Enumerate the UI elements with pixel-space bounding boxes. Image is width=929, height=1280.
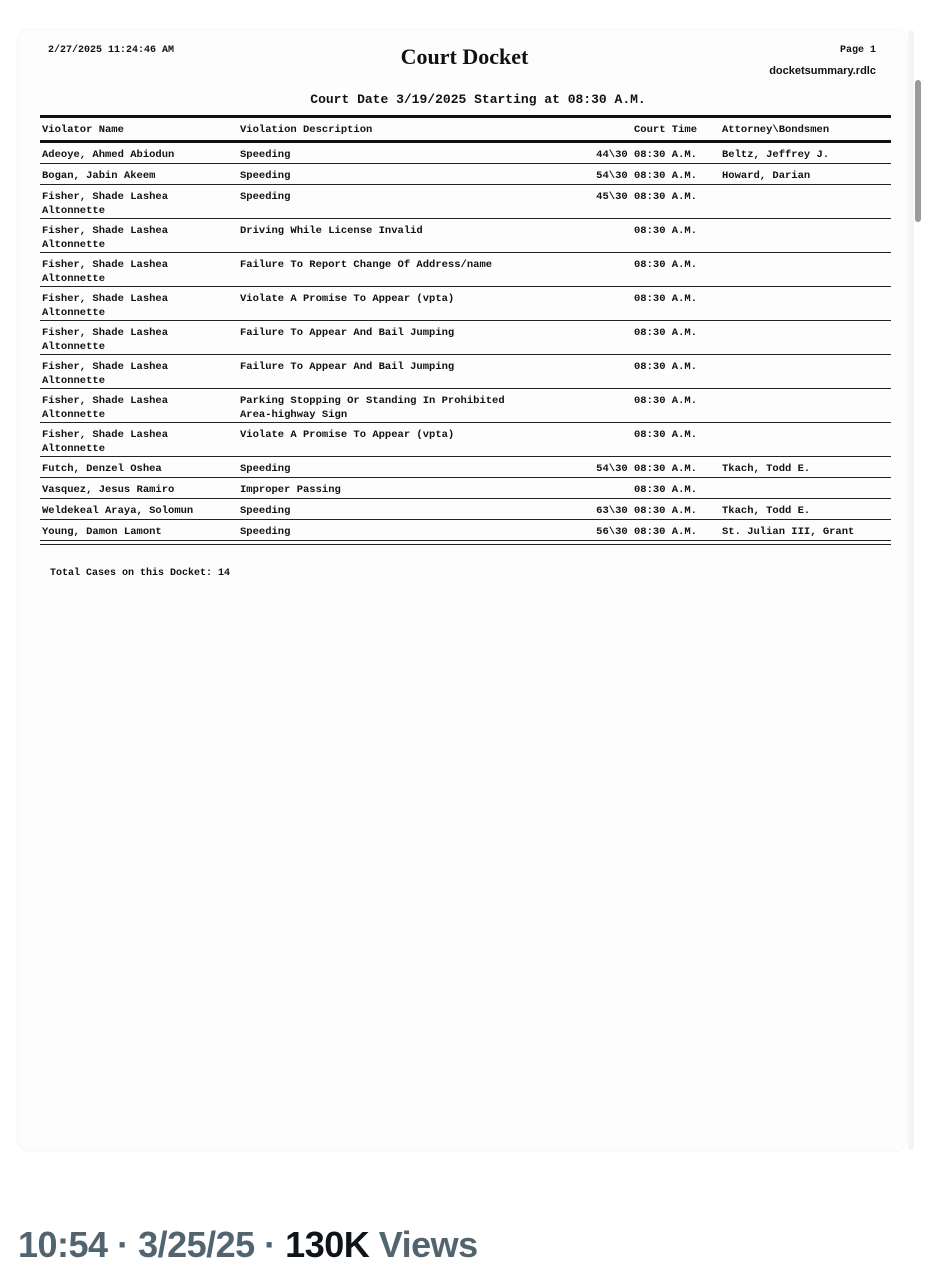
violation-description-cell: Improper Passing [240,484,341,496]
violator-name-cell: Futch, Denzel Oshea [42,463,162,475]
court-time-cell: 08:30 A.M. [633,429,697,441]
violator-name-cell: Fisher, Shade Lashea Altonnette [42,225,169,251]
page-title: Court Docket [400,44,529,69]
violator-name-cell: Fisher, Shade Lashea Altonnette [42,395,169,421]
court-time-cell: 54\30 08:30 A.M. [596,463,697,475]
table-row [40,457,891,477]
table-row [40,520,891,540]
table-row [40,423,891,456]
violator-name-cell: Adeoye, Ahmed Abiodun [42,149,175,161]
violation-description-cell: Parking Stopping Or Standing In Prohibited Area-highway Sign [240,395,505,421]
court-time-cell: 44\30 08:30 A.M. [596,149,697,161]
court-time-cell: 54\30 08:30 A.M. [596,170,697,182]
violator-name-cell: Fisher, Shade Lashea Altonnette [42,327,169,353]
attorney-cell: Tkach, Todd E. [722,463,811,475]
violator-name-cell: Vasquez, Jesus Ramiro [42,484,175,496]
table-row [40,287,891,320]
table-row [40,143,891,163]
table-end-rule [40,540,891,545]
violation-description-cell: Speeding [240,463,291,475]
violation-description-cell: Speeding [240,191,291,203]
violator-name-cell: Bogan, Jabin Akeem [42,170,156,182]
table-row [40,389,891,422]
table-row [40,355,891,388]
scrollbar-track[interactable] [908,30,914,1150]
violator-name-cell: Fisher, Shade Lashea Altonnette [42,293,169,319]
violator-name-cell: Fisher, Shade Lashea Altonnette [42,429,169,455]
court-time-cell: 08:30 A.M. [633,293,697,305]
court-time-cell: 08:30 A.M. [633,259,697,271]
court-time-cell: 56\30 08:30 A.M. [596,526,697,538]
court-time-cell: 08:30 A.M. [633,361,697,373]
header-court-time: Court Time [633,124,697,136]
violation-description-cell: Violate A Promise To Appear (vpta) [240,293,455,305]
total-cases: Total Cases on this Docket: 14 [50,568,231,579]
court-date-line: Court Date 3/19/2025 Starting at 08:30 A.M. [310,92,646,107]
violation-description-cell: Speeding [240,505,291,517]
violation-description-cell: Violate A Promise To Appear (vpta) [240,429,455,441]
violator-name-cell: Fisher, Shade Lashea Altonnette [42,191,169,217]
court-time-cell: 63\30 08:30 A.M. [596,505,697,517]
table-row [40,321,891,354]
violator-name-cell: Weldekeal Araya, Solomun [42,505,194,517]
views-label: Views [369,1224,478,1265]
attorney-cell: Beltz, Jeffrey J. [722,149,830,161]
table-row [40,253,891,286]
table-body [40,143,891,540]
court-time-cell: 08:30 A.M. [633,395,697,407]
post-meta [18,1224,478,1266]
docket-table [40,115,891,545]
violation-description-cell: Failure To Appear And Bail Jumping [240,361,455,373]
violation-description-cell: Speeding [240,526,291,538]
court-time-cell: 08:30 A.M. [633,484,697,496]
attorney-cell: Howard, Darian [722,170,811,182]
header-attorney: Attorney\Bondsmen [722,124,830,136]
violation-description-cell: Failure To Report Change Of Address/name [240,259,493,271]
header-violator-name: Violator Name [42,124,124,136]
attorney-cell: St. Julian III, Grant [722,526,855,538]
post-time-date[interactable]: 10:54 · 3/25/25 · [18,1224,286,1265]
header-violation-description: Violation Description [240,124,373,136]
violator-name-cell: Fisher, Shade Lashea Altonnette [42,361,169,387]
court-time-cell: 08:30 A.M. [633,225,697,237]
table-row [40,164,891,184]
violation-description-cell: Speeding [240,149,291,161]
violation-description-cell: Driving While License Invalid [240,225,423,237]
table-row [40,499,891,519]
table-row [40,185,891,218]
violation-description-cell: Failure To Appear And Bail Jumping [240,327,455,339]
table-header-row [40,118,891,140]
violator-name-cell: Young, Damon Lamont [42,526,162,538]
report-filename: docketsummary.rdlc [769,65,876,77]
court-time-cell: 45\30 08:30 A.M. [596,191,697,203]
table-row [40,478,891,498]
report-timestamp: 2/27/2025 11:24:46 AM [48,45,175,56]
violator-name-cell: Fisher, Shade Lashea Altonnette [42,259,169,285]
page-number: Page 1 [839,45,876,56]
views-count: 130K [285,1224,370,1265]
table-row [40,219,891,252]
attorney-cell: Tkach, Todd E. [722,505,811,517]
court-time-cell: 08:30 A.M. [633,327,697,339]
violation-description-cell: Speeding [240,170,291,182]
